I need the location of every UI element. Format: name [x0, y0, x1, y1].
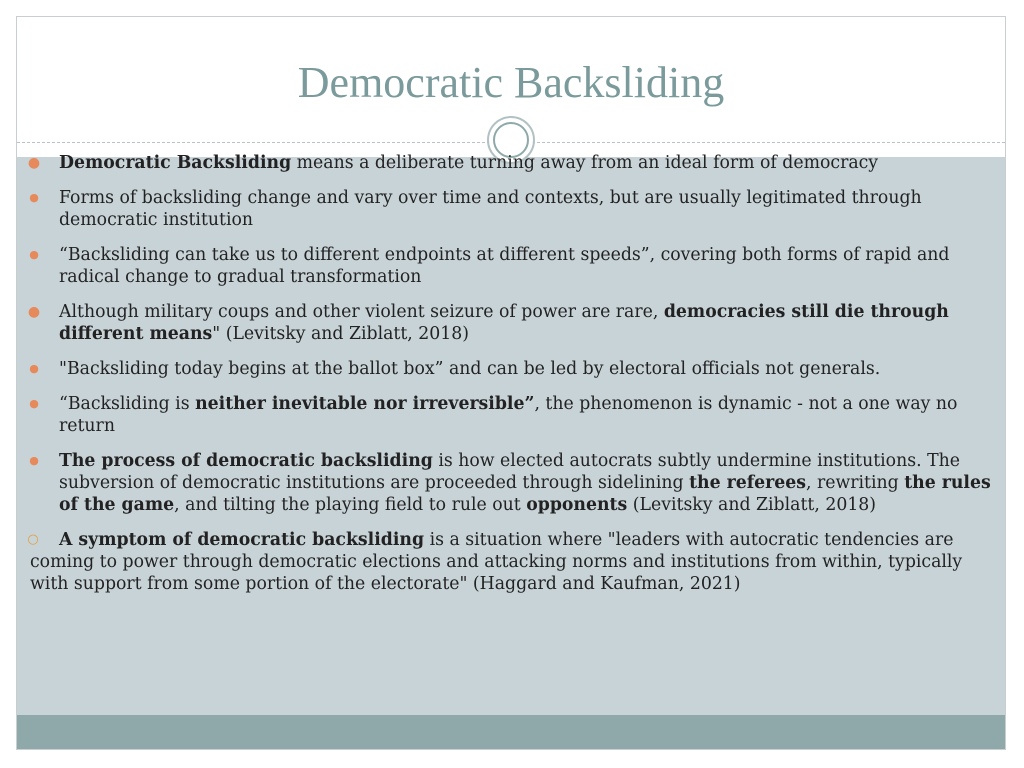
bullet-dot-icon: ●: [27, 304, 41, 320]
bullet-text: Forms of backsliding change and vary over time and contexts, but are usually legitimated through democratic institution: [59, 188, 922, 230]
bullet-text: The process of democratic backsliding is how elected autocrats subtly undermine institutions. The subversion of democratic institutions are proceeded through sidelining the referees, rewriting the rules of the game, and tilting the playing field to rule out opponents (Levitsky and Ziblatt, 2018): [59, 451, 991, 515]
bullet-item-6: [0, 393, 1024, 437]
bullet-item-4: [0, 301, 1024, 345]
bullet-text: Democratic Backsliding means a deliberate turning away from an ideal form of democracy: [59, 153, 879, 173]
bullet-dot-icon: ●: [29, 191, 39, 204]
bullet-item-5: [0, 358, 1024, 380]
slide-title: Democratic Backsliding: [297, 58, 725, 107]
bullet-item-7: [0, 450, 1024, 516]
bullet-item-3: [0, 244, 1024, 288]
bullet-text: Although military coups and other violent seizure of power are rare, democracies still die through different means" (Levitsky and Ziblatt, 2018): [59, 302, 949, 344]
bullet-item-2: [0, 187, 1024, 231]
bullet-dot-icon: ●: [29, 454, 39, 467]
bullet-text: “Backsliding is neither inevitable nor irreversible”, the phenomenon is dynamic - not a one way no return: [59, 394, 958, 436]
hollow-circle-bullet-icon: ○: [27, 532, 39, 547]
bullet-item-8: [0, 529, 1024, 595]
bullet-dot-icon: ●: [29, 248, 39, 261]
bullet-text: A symptom of democratic backsliding is a situation where "leaders with autocratic tendencies are coming to power through democratic elections and attacking norms and institutions from within, typically with support from some portion of the electorate" (Haggard and Kaufman, 2021): [30, 530, 963, 594]
footer-band: [17, 715, 1005, 749]
bullet-dot-icon: ●: [29, 362, 39, 375]
bullet-dot-icon: ●: [27, 155, 41, 171]
bullet-item-1: [0, 152, 1024, 174]
bullet-dot-icon: ●: [29, 397, 39, 410]
bullet-text: "Backsliding today begins at the ballot box” and can be led by electoral officials not generals.: [59, 359, 881, 379]
bullet-text: “Backsliding can take us to different endpoints at different speeds”, covering both forms of rapid and radical change to gradual transformation: [59, 245, 950, 287]
bullet-list: [0, 152, 1024, 608]
